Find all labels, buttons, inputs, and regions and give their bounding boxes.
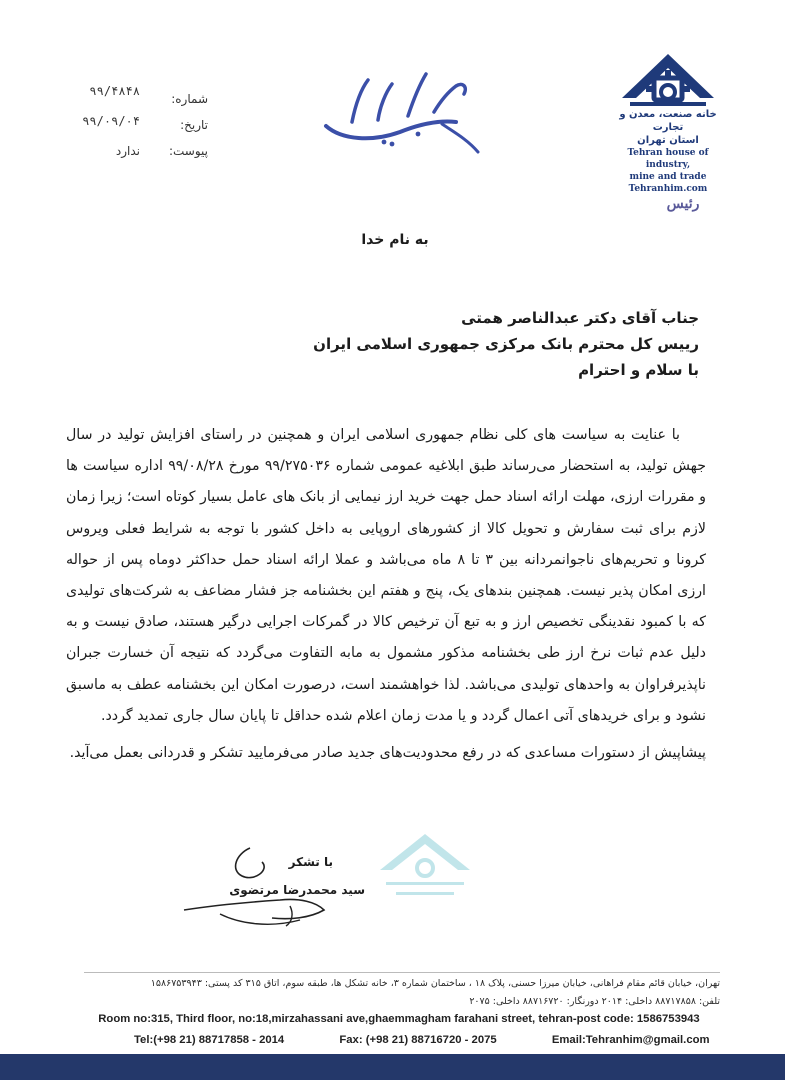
letter-body [66,420,706,769]
org-name-en-1: Tehran house of industry, [627,148,709,170]
org-website: Tehranhim.com [628,184,708,194]
footer-address-en: Room no:315, Third floor, no:18,mirzahassani ave,ghaemmagham farahani street, tehran-post code: 1586753943 [98,1013,700,1025]
footer-tel: Tel:(+98 21) 88717858 - 2014 [134,1034,285,1046]
salutation: با سلام و احترام [578,361,699,379]
footer-email: Email:Tehranhim@gmail.com [551,1034,710,1046]
date-value: ۹۹/۰۹/۰۴ [82,114,140,128]
letter-meta-values [60,76,140,166]
body-paragraph-2: پیشاپیش از دستورات مساعدی که در رفع محدودیت‌های جدید صادر می‌فرمایید تشکر و قدردانی بعمل می‌آید. [69,745,706,762]
org-city-fa: استان تهران [637,135,699,146]
addressee-title: رییس کل محترم بانک مرکزی جمهوری اسلامی ایران [313,335,699,353]
body-paragraph-1: با عنایت به سیاست های کلی نظام جمهوری اسلامی ایران و همچنین در راستای افزایش تولید در سال جهش تولید، به استحضار می‌رساند طبق ابلاغیه عمومی شماره ۹۹/۲۷۵۰۳۶ مورخ ۹۹/۰۸/۲۸ اداره سیاست ها و مقررات ارزی، مهلت ارائه اسناد حمل جهت خرید ارز نیمایی از بانک های عامل بسیار کوتاه است؛ زیرا زمان لازم برای ثبت سفارش و تحویل کالا از کشورهای اروپایی به داخل کشور با توجه به شرایط فعلی ویروس کرونا و تحریم‌های ناجوانمردانه بین ۳ تا ۸ ماه می‌باشد و عملا ارائه اسناد حمل حداکثر دوماه پس از حواله ارزی امکان پذیر نیست. همچنین بندهای یک، پنج و هفتم این بخشنامه جز فشار مضاعف به شرکت‌های تولیدی که با کمبود نقدینگی تخصیص ارز و به تبع آن ترخیص کالا در گمرکات اجرایی درگیر هستند، صادق نیست و به دلیل عدم ثبات نرخ ارز طی بخشنامه مذکور مشمول به مابه التفاوت می‌گردد که نتیجه آن خسارت جبران ناپذیرفراوان به واحدهای تولیدی می‌باشد. لذا خواهشمند است، درصورت امکان این بخشنامه عطف به ماسبق نشود و برای خریدهای آتی اعمال گردد و یا مدت زمان اعلام شده حداقل تا پایان سال جاری تمدید گردد. [66,427,706,724]
role-title: رئیس [666,196,700,212]
handwritten-signature-icon [180,840,330,934]
signer-name: سید محمدرضا مرتضوی [229,883,365,897]
footer-fax: Fax: (+98 21) 88716720 - 2075 [339,1034,497,1046]
date-label: تاریخ: [180,118,208,132]
footer-phones-line: تلفن: ۸۸۷۱۷۸۵۸ داخلی: ۲۰۱۴ دورنگار: ۸۸۷۱۶۷۲۰ داخلی: ۲۰۷۵ [469,996,720,1007]
letter-meta-labels [160,86,208,164]
org-name-en-2: mine and trade [629,172,707,182]
footer-divider [84,972,720,973]
number-label: شماره: [171,92,208,106]
footer-address-fa [84,975,720,1011]
addressee-name: جناب آقای دکتر عبدالناصر همتی [461,309,699,327]
footer-color-bar [0,1054,785,1080]
letterhead-logo [612,52,724,195]
footer-address-line: تهران، خیابان قائم مقام فراهانی، خیابان میرزا حسنی، پلاک ۱۸ ، ساختمان شماره ۳، خانه تشکل ها، طبقه سوم، اتاق ۳۱۵ کد پستی: ۱۵۸۶۷۵۳۹۴۳ [150,978,720,989]
slogan-calligraphy [322,62,482,162]
addressee-block [199,305,699,383]
basmala: به نام خدا [361,232,429,248]
house-gear-logo-icon [620,52,716,108]
org-name-fa: خانه صنعت، معدن و تجارت [619,109,717,133]
attachment-label: پیوست: [168,144,208,158]
closing-text: با تشکر [288,855,333,869]
number-value: ۹۹/۴۸۴۸ [89,84,140,98]
footer-contacts [134,1034,734,1046]
attachment-value: ندارد [115,144,140,158]
org-stamp-watermark-icon [370,830,480,914]
